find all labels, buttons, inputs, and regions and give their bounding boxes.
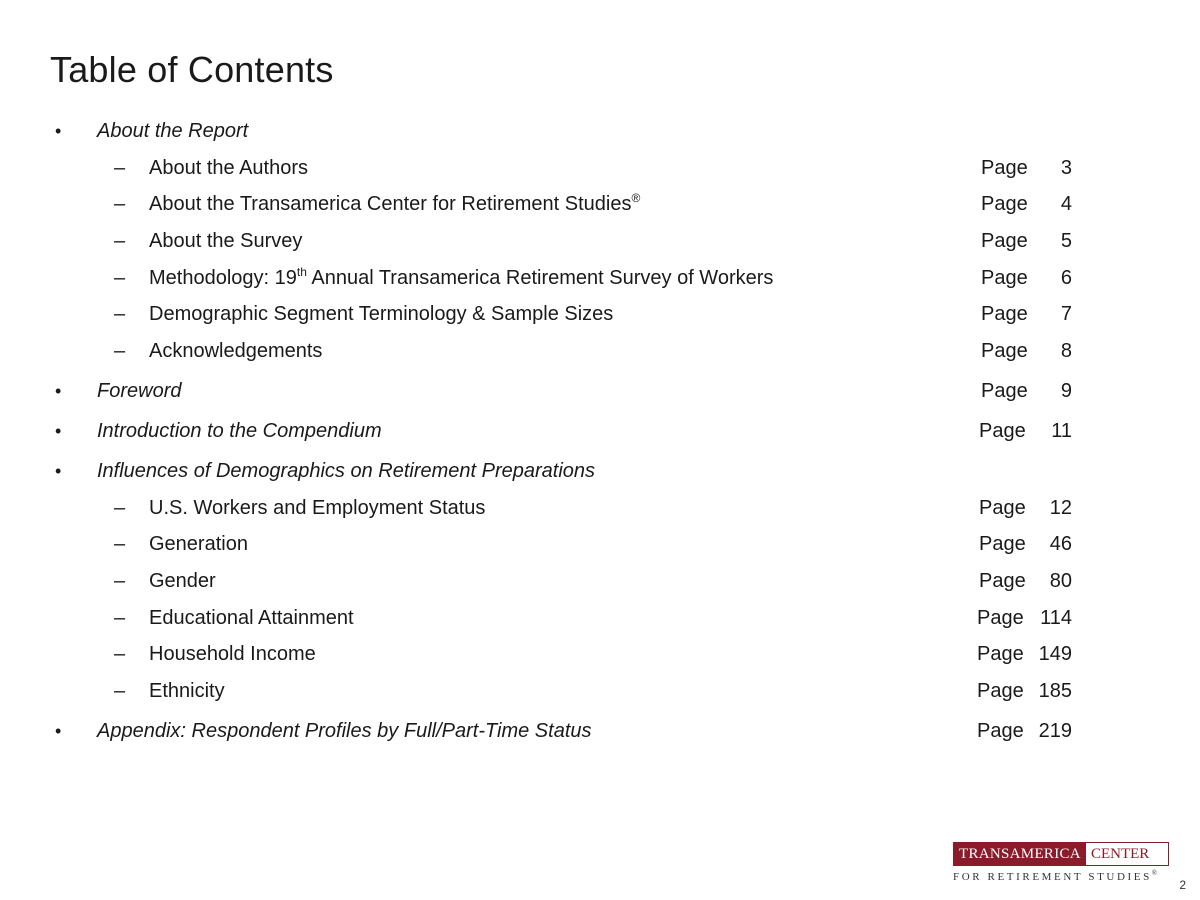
toc-page-number: 5 xyxy=(1060,230,1072,252)
toc-entry-label-text: Gender xyxy=(149,570,216,592)
toc-entry-label xyxy=(149,189,640,219)
toc-page-word: Page xyxy=(981,380,1028,402)
page-title: Table of Contents xyxy=(50,49,334,90)
toc-entry-label xyxy=(149,603,354,633)
toc-entry xyxy=(0,336,1200,366)
toc-page-word: Page xyxy=(977,680,1024,702)
toc-page-word: Page xyxy=(979,420,1026,442)
toc-entry-label xyxy=(149,639,316,669)
toc-entry-label xyxy=(149,263,773,293)
dash-icon: – xyxy=(114,193,126,215)
toc-entry xyxy=(0,456,1200,486)
toc-entry xyxy=(0,676,1200,706)
toc-entry-label-text: Generation xyxy=(149,533,248,555)
bullet-icon: • xyxy=(55,421,62,441)
toc-entry-label xyxy=(149,529,248,559)
logo-subtitle xyxy=(953,869,1169,883)
toc-entry-label-text: Annual Transamerica Retirement Survey of Workers xyxy=(306,267,774,289)
transamerica-logo xyxy=(953,842,1169,883)
bullet-icon: • xyxy=(55,721,62,741)
toc-entry-label-text: Demographic Segment Terminology & Sample Sizes xyxy=(149,303,614,325)
dash-icon: – xyxy=(114,267,126,289)
toc-entry xyxy=(0,493,1200,523)
toc-page-number: 219 xyxy=(1038,720,1072,742)
toc-entry-label xyxy=(149,676,225,706)
toc-entry-label xyxy=(97,416,382,446)
toc-entry-label xyxy=(149,336,322,366)
dash-icon: – xyxy=(114,533,126,555)
logo-wordmark xyxy=(953,842,1169,866)
toc-entry xyxy=(0,299,1200,329)
toc-entry-label-text: About the Authors xyxy=(149,157,309,179)
toc-page-word: Page xyxy=(981,267,1028,289)
bullet-icon: • xyxy=(55,381,62,401)
toc-entry-label-text: Household Income xyxy=(149,643,316,665)
toc-page-word: Page xyxy=(981,230,1028,252)
toc-entry-label xyxy=(149,226,302,256)
toc-entry-label-text: Appendix: Respondent Profiles by Full/Part-Time Status xyxy=(97,720,592,742)
toc-entry xyxy=(0,416,1200,446)
bullet-icon: • xyxy=(55,461,62,481)
toc-page-number: 80 xyxy=(1049,570,1072,592)
toc-entry-label xyxy=(97,376,181,406)
toc-page-word: Page xyxy=(979,533,1026,555)
toc-page-word: Page xyxy=(981,303,1028,325)
toc-page-word: Page xyxy=(981,157,1028,179)
toc-page-number: 8 xyxy=(1060,340,1072,362)
toc-page-word: Page xyxy=(977,720,1024,742)
toc-entry xyxy=(0,263,1200,293)
toc-page-word: Page xyxy=(977,643,1024,665)
toc-entry-label-text: Foreword xyxy=(97,380,182,402)
toc-entry-superscript: th xyxy=(296,265,307,279)
toc-entry-label-text: About the Transamerica Center for Retirement Studies xyxy=(149,193,632,215)
toc-entry xyxy=(0,566,1200,596)
dash-icon: – xyxy=(114,157,126,179)
dash-icon: – xyxy=(114,607,126,629)
toc-page-number: 114 xyxy=(1040,607,1072,629)
dash-icon: – xyxy=(114,230,126,252)
bullet-icon: • xyxy=(55,121,62,141)
toc-entry-label xyxy=(97,716,592,746)
toc-entry-label-text: About the Report xyxy=(97,120,249,142)
toc-entry xyxy=(0,153,1200,183)
toc-entry xyxy=(0,189,1200,219)
toc-entry-label-text: Influences of Demographics on Retirement Preparations xyxy=(97,460,596,482)
toc-entry xyxy=(0,603,1200,633)
toc-entry-label-text: Introduction to the Compendium xyxy=(97,420,382,442)
toc-entry-label xyxy=(149,299,613,329)
toc-page-number: 12 xyxy=(1049,497,1072,519)
toc-page-word: Page xyxy=(977,607,1024,629)
toc-page-number: 7 xyxy=(1060,303,1072,325)
logo-subtitle-text: FOR RETIREMENT STUDIES xyxy=(953,871,1152,883)
dash-icon: – xyxy=(114,680,126,702)
dash-icon: – xyxy=(114,570,126,592)
toc-entry-label xyxy=(97,116,248,146)
toc-page-word: Page xyxy=(981,193,1028,215)
toc-entry-label-text: Methodology: 19 xyxy=(149,267,297,289)
toc-entry xyxy=(0,639,1200,669)
toc-page-number: 3 xyxy=(1060,157,1072,179)
toc-entry xyxy=(0,529,1200,559)
toc-entry-label xyxy=(97,456,595,486)
dash-icon: – xyxy=(114,303,126,325)
toc-entry-label xyxy=(149,566,216,596)
toc-page-number: 11 xyxy=(1051,420,1072,442)
dash-icon: – xyxy=(114,643,126,665)
toc-entry xyxy=(0,226,1200,256)
toc-page-number: 149 xyxy=(1038,643,1072,665)
toc-entry xyxy=(0,376,1200,406)
toc-page-number: 6 xyxy=(1060,267,1072,289)
toc-page-word: Page xyxy=(981,340,1028,362)
toc-entry-label-text: Ethnicity xyxy=(149,680,225,702)
toc-entry-label-text: About the Survey xyxy=(149,230,303,252)
toc-entry-label-text: Educational Attainment xyxy=(149,607,354,629)
toc-entry-label-text: Acknowledgements xyxy=(149,340,323,362)
toc-page-number: 185 xyxy=(1038,680,1072,702)
toc-entry-label xyxy=(149,493,485,523)
toc-entry xyxy=(0,116,1200,146)
toc-page-number: 46 xyxy=(1049,533,1072,555)
toc-page-word: Page xyxy=(979,570,1026,592)
dash-icon: – xyxy=(114,497,126,519)
logo-transamerica-text: TRANSAMERICA xyxy=(954,843,1086,865)
logo-registered-mark: ® xyxy=(1151,869,1158,877)
toc-entry xyxy=(0,716,1200,746)
logo-center-text: CENTER xyxy=(1086,843,1168,865)
toc-entry-label xyxy=(149,153,308,183)
toc-page-number: 4 xyxy=(1060,193,1072,215)
toc-page-number: 9 xyxy=(1060,380,1072,402)
toc-entry-superscript: ® xyxy=(631,191,641,205)
toc-page-word: Page xyxy=(979,497,1026,519)
dash-icon: – xyxy=(114,340,126,362)
slide-number: 2 xyxy=(1179,878,1186,892)
toc-entry-label-text: U.S. Workers and Employment Status xyxy=(149,497,486,519)
